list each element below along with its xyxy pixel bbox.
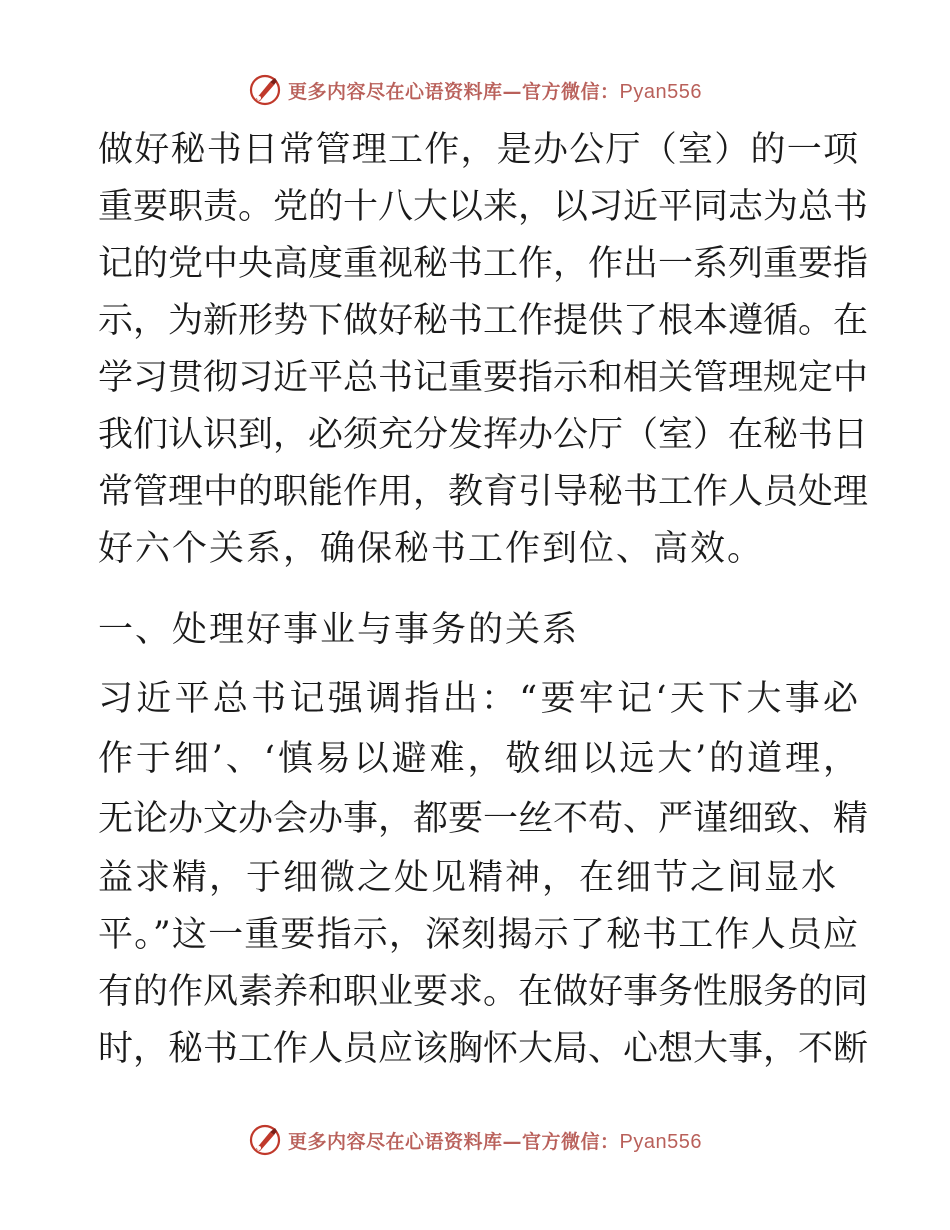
body-line: 时，秘书工作人员应该胸怀大局、心想大事，不断 bbox=[98, 1029, 869, 1069]
watermark-wechat-id: Pyan556 bbox=[619, 80, 702, 103]
body-line: 记的党中央高度重视秘书工作，作出一系列重要指 bbox=[98, 244, 869, 284]
watermark-label: 更多内容尽在心语资料库—官方微信： bbox=[288, 1130, 620, 1153]
header-watermark bbox=[0, 70, 950, 110]
quill-logo-icon bbox=[248, 73, 282, 107]
body-line: 做好秘书日常管理工作，是办公厅（室）的一项 bbox=[98, 130, 858, 170]
body-line: 益求精，于细微之处见精神，在细节之间显水 bbox=[98, 858, 839, 898]
section-heading: 一、处理好事业与事务的关系 bbox=[98, 610, 580, 650]
body-line: 作于细’、‘慎易以避难，敬细以远大’的道理， bbox=[98, 739, 858, 779]
body-line: 常管理中的职能作用，教育引导秘书工作人员处理 bbox=[98, 472, 869, 512]
body-line: 重要职责。党的十八大以来，以习近平同志为总书 bbox=[98, 187, 869, 227]
body-line: 无论办文办会办事，都要一丝不苟、严谨细致、精 bbox=[98, 799, 869, 839]
body-line: 学习贯彻习近平总书记重要指示和相关管理规定中 bbox=[98, 358, 869, 398]
watermark-label: 更多内容尽在心语资料库—官方微信： bbox=[288, 80, 620, 103]
body-line: 我们认识到，必须充分发挥办公厅（室）在秘书日 bbox=[98, 415, 869, 455]
body-line: 示，为新形势下做好秘书工作提供了根本遵循。在 bbox=[98, 301, 869, 341]
body-line: 有的作风素养和职业要求。在做好事务性服务的同 bbox=[98, 972, 869, 1012]
body-line: 习近平总书记强调指出：“要牢记‘天下大事必 bbox=[98, 679, 858, 719]
watermark-wechat-id: Pyan556 bbox=[619, 1130, 702, 1153]
watermark-text bbox=[288, 77, 702, 104]
body-line: 好六个关系，确保秘书工作到位、高效。 bbox=[98, 529, 765, 569]
footer-watermark bbox=[0, 1120, 950, 1160]
quill-logo-icon bbox=[248, 1123, 282, 1157]
body-line: 平。”这一重要指示，深刻揭示了秘书工作人员应 bbox=[98, 915, 858, 955]
watermark-text bbox=[288, 1127, 702, 1154]
